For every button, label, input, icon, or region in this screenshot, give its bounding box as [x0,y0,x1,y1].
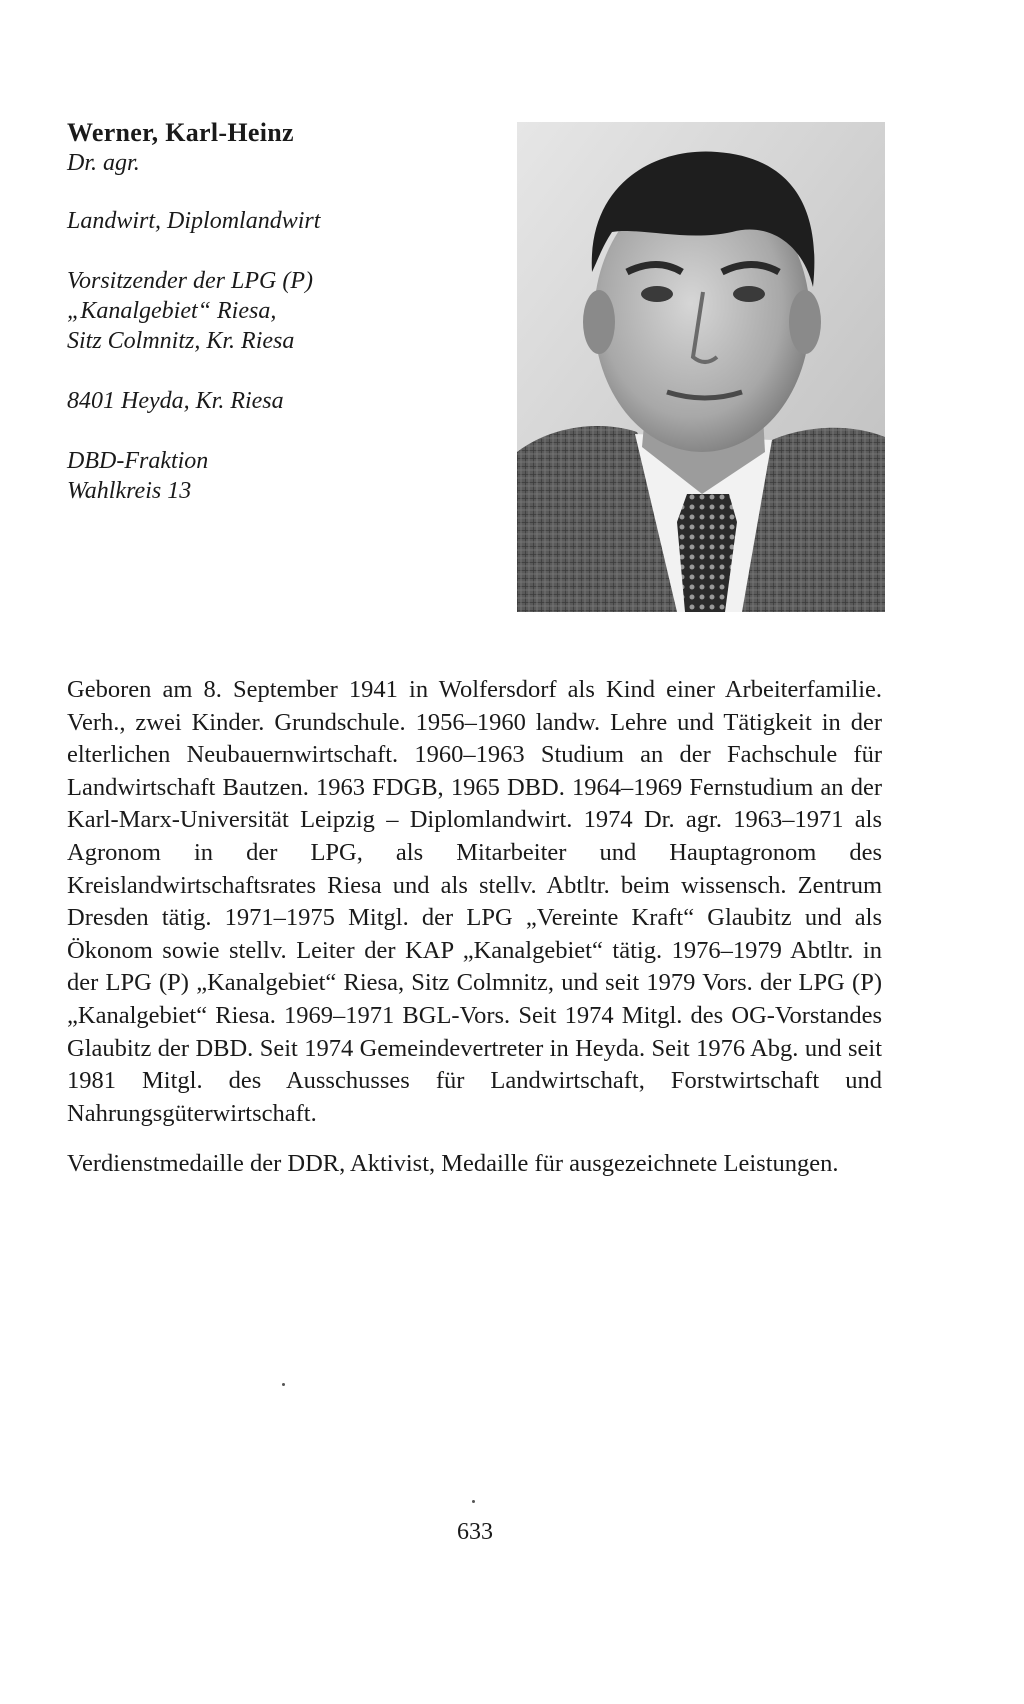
portrait-photo [517,122,885,612]
faction: DBD-Fraktion [67,448,209,474]
entry-header [67,118,507,506]
address: 8401 Heyda, Kr. Riesa [67,388,284,414]
position-line: „Kanalgebiet“ Riesa, [67,298,277,324]
constituency: Wahlkreis 13 [67,478,192,504]
portrait-image [517,122,885,612]
position-block [67,266,507,356]
profession: Landwirt, Diplomlandwirt [67,208,321,234]
biography-text: Geboren am 8. September 1941 in Wolfersdorf als Kind einer Arbeiterfamilie. Verh., zwei Kinder. Grundschule. 1956–1960 landw. Lehre und Tätigkeit in der elterlichen Neubauernwirtschaft. 1960–1963 Studium an der Fachschule für Landwirtschaft Bautzen. 1963 FDGB, 1965 DBD. 1964–1969 Fernstudium an der Karl-Marx-Universität Leipzig – Diplomlandwirt. 1974 Dr. agr. 1963–1971 als Agronom in der LPG, als Mitarbeiter und Hauptagronom des Kreislandwirtschaftsrates Riesa und als stellv. Abtltr. beim wissensch. Zentrum Dresden tätig. 1971–1975 Mitgl. der LPG „Vereinte Kraft“ Glaubitz und als Ökonom sowie stellv. Leiter der KAP „Kanalgebiet“ tätig. 1976–1979 Abtltr. in der LPG (P) „Kanalgebiet“ Riesa, Sitz Colmnitz, und seit 1979 Vors. der LPG (P) „Kanalgebiet“ Riesa. 1969–1971 BGL-Vors. Seit 1974 Mitgl. des OG-Vorstandes Glaubitz der DBD. Seit 1974 Gemeindevertreter in Heyda. Seit 1976 Abg. und seit 1981 Mitgl. des Ausschusses für Landwirtschaft, Forstwirtschaft und Nahrungsgüterwirtschaft. [67,676,882,1127]
academic-title: Dr. agr. [67,150,140,176]
person-name: Werner, Karl-Heinz [67,118,294,147]
address-block [67,386,507,416]
print-speck [472,1500,475,1503]
page-number: 633 [457,1519,493,1545]
position-line: Sitz Colmnitz, Kr. Riesa [67,328,295,354]
position-line: Vorsitzender der LPG (P) [67,268,313,294]
profession-block [67,206,507,236]
print-speck [282,1383,285,1386]
parliament-block [67,446,507,506]
awards-text: Verdienstmedaille der DDR, Aktivist, Medaille für ausgezeichnete Leistungen. [67,1150,839,1177]
